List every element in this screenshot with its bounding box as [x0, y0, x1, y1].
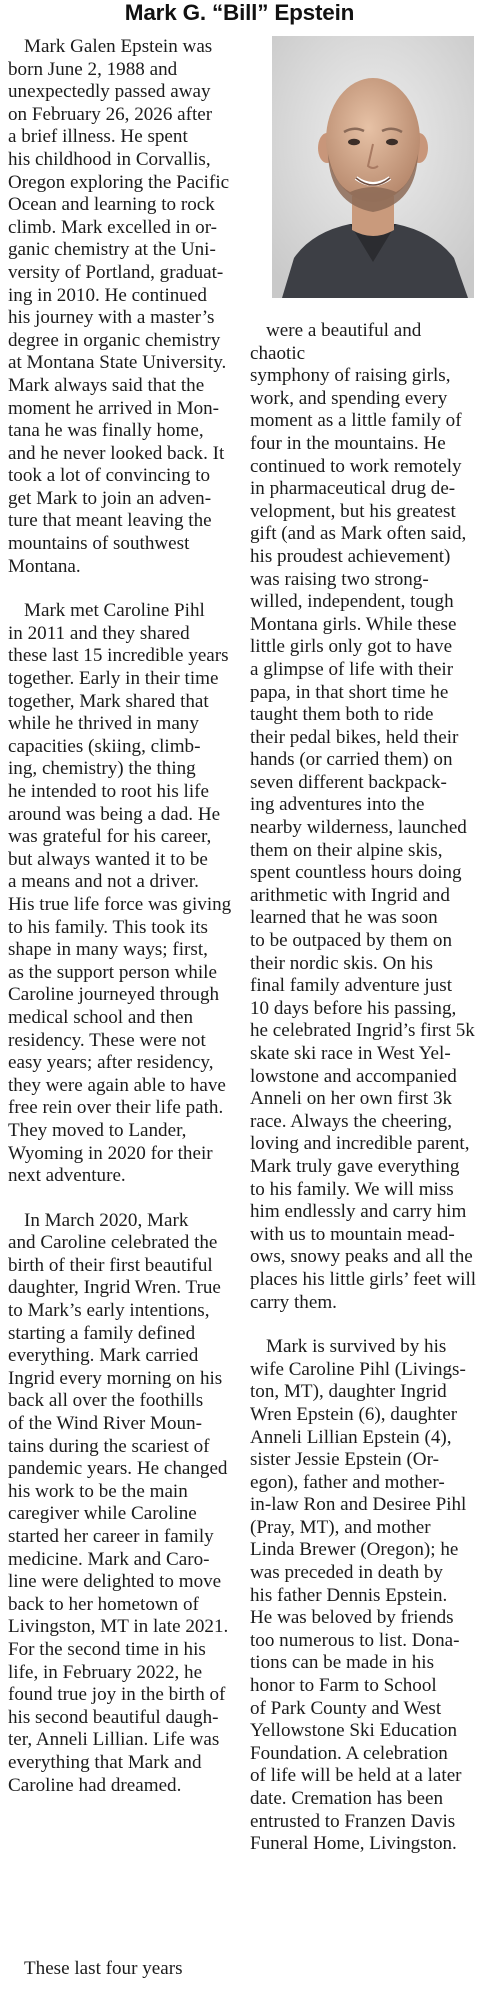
portrait-photo	[272, 36, 474, 298]
obituary-paragraph: Mark Galen Epstein was born June 2, 1988 and unexpectedly passed away on February 26, 2026 after a brief illness. He spent his childhood in Corvallis, Oregon exploring the Pacific Ocean and learning to rock climb. Mark excelled in or- ganic chemistry at the Uni- versity of Portland, graduat- ing in 2010. He continued his journey with a master’s degree in organic chemistry at Montana State University. Mark always said that the moment he arrived in Mon- tana he was finally home, and he never looked back. It took a lot of convincing to get Mark to join an adven- ture that meant leaving the mountains of southwest Montana.	[8, 36, 230, 577]
obituary-left-column	[8, 36, 244, 1797]
obituary-continuation: These last four years	[24, 1958, 183, 1979]
obituary-paragraph: were a beautiful and chaotic symphony of raising girls, work, and spending every moment as a little family of four in the mountains. He continued to work remotely in pharmaceutical drug de- velopment, but his greatest gift (and as Mark often said, his proudest achievement) was raising two strong- willed, independent, tough Montana girls. While these little girls only got to have a glimpse of life with their papa, in that short time he taught them both to ride their pedal bikes, held their hands (or carried them) on seven different backpack- ing adventures into the nearby wilderness, launched them on their alpine skis, spent countless hours doing arithmetic with Ingrid and learned that he was soon to be outpaced by them on their nordic skis. On his final family adventure just 10 days before his passing, he celebrated Ingrid’s first 5k skate ski race in West Yel- lowstone and accompanied Anneli on her own first 3k race. Always the cheering, loving and incredible parent, Mark truly gave everything to his family. We will miss him endlessly and carry him with us to mountain mead- ows, snowy peaks and all the places his little girls’ feet will carry them.	[250, 320, 477, 1313]
obituary-title: Mark G. “Bill” Epstein	[124, 0, 355, 25]
obituary-paragraph: Mark met Caroline Pihl in 2011 and they shared these last 15 incredible years together. Early in their time together, Mark shared that while he thrived in many capacities (skiing, climb- ing, chemistry) the thing he intended to root his life around was being a dad. He was grateful for his career, but always wanted it to be a means and not a driver. His true life force was giving to his family. This took its shape in many ways; first, as the support person while Caroline journeyed through medical school and then residency. These were not easy years; after residency, they were again able to have free rein over their life path. They moved to Lander, Wyoming in 2020 for their next adventure.	[8, 600, 232, 1187]
obituary-right-column	[250, 320, 479, 1856]
obituary-paragraph: Mark is survived by his wife Caroline Pihl (Livings- ton, MT), daughter Ingrid Wren Epstein (6), daughter Anneli Lillian Epstein (4), sister Jessie Epstein (Or- egon), father and mother- in-law Ron and Desiree Pihl (Pray, MT), and mother Linda Brewer (Oregon); he was preceded in death by his father Dennis Epstein. He was beloved by friends too numerous to list. Dona- tions can be made in his honor to Farm to School of Park County and West Yellowstone Ski Education Foundation. A celebration of life will be held at a later date. Cremation has been entrusted to Franzen Davis Funeral Home, Livingston.	[250, 1336, 467, 1855]
obituary-paragraph: In March 2020, Mark and Caroline celebrated the birth of their first beautiful daughter, Ingrid Wren. True to Mark’s early intentions, starting a family defined everything. Mark carried Ingrid every morning on his back all over the foothills of the Wind River Moun- tains during the scariest of pandemic years. He changed his work to be the main caregiver while Caroline started her career in family medicine. Mark and Caro- line were delighted to move back to her hometown of Livingston, MT in late 2021. For the second time in his life, in February 2022, he found true joy in the birth of his second beautiful daugh- ter, Anneli Lillian. Life was everything that Mark and Caroline had dreamed.	[8, 1209, 229, 1796]
portrait-photo-icon	[272, 36, 474, 298]
